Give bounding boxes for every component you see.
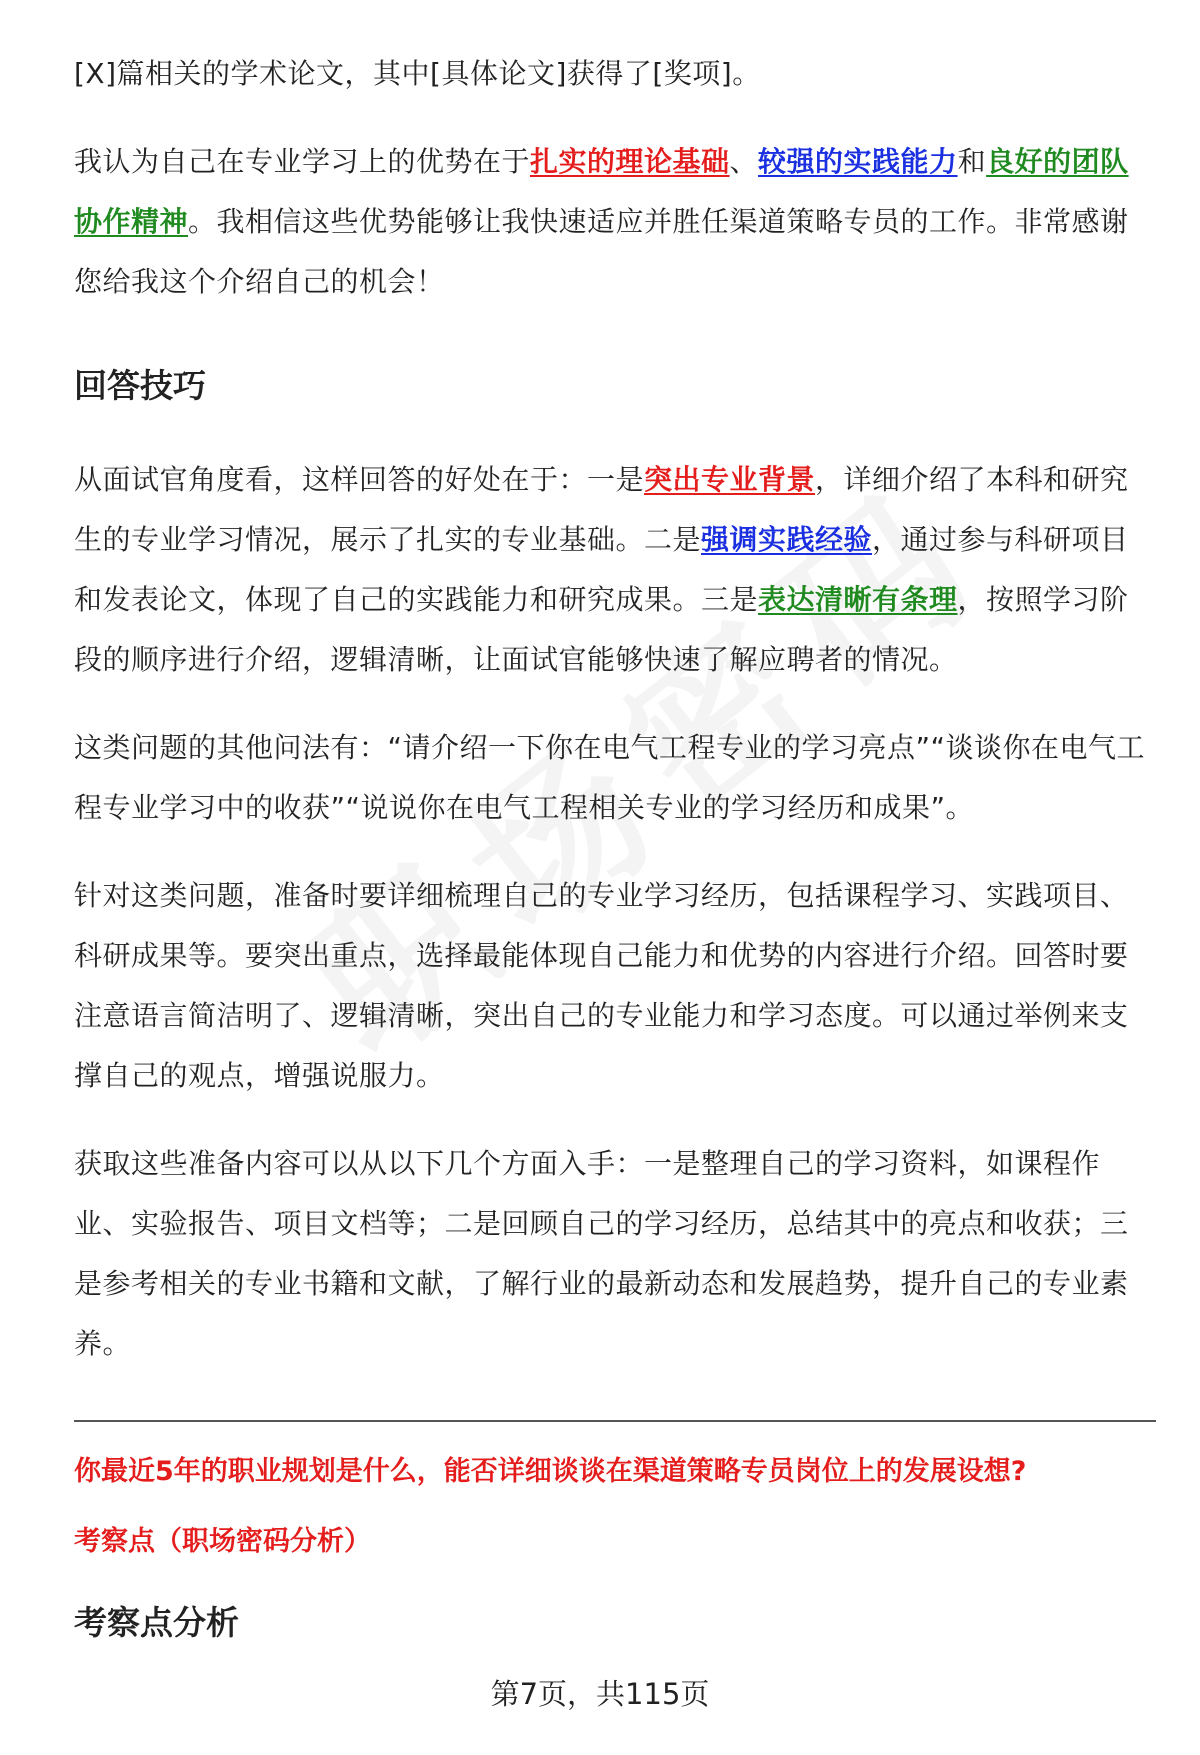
page-number: 第7页，共115页 bbox=[490, 1677, 710, 1711]
strengths-closing: 。我相信这些优势能够让我快速适应并胜任渠道策略专员的工作。非常感谢您给我这个介绍自己的机会！ bbox=[74, 205, 1129, 298]
document-page bbox=[74, 44, 1154, 1648]
paragraph-sources: 获取这些准备内容可以从以下几个方面入手：一是整理自己的学习资料，如课程作业、实验报告、项目文档等；二是回顾自己的学习经历，总结其中的亮点和收获；三是参考相关的专业书籍和文献，了解行业的最新动态和发展趋势，提升自己的专业素养。 bbox=[74, 1147, 1129, 1360]
separator-text: 和 bbox=[957, 145, 987, 178]
paragraph-papers: [X]篇相关的学术论文，其中[具体论文]获得了[奖项]。 bbox=[74, 57, 761, 90]
next-question: 你最近5年的职业规划是什么，能否详细谈谈在渠道策略专员岗位上的发展设想? bbox=[74, 1456, 1027, 1487]
highlight-practice-experience: 强调实践经验 bbox=[701, 523, 873, 556]
tips-closing: ，按照学习阶段的顺序进行介绍，逻辑清晰，让面试官能够快速了解应聘者的情况。 bbox=[74, 583, 1129, 676]
separator-text: 、 bbox=[729, 145, 759, 178]
highlight-practice-ability: 较强的实践能力 bbox=[758, 145, 958, 178]
highlight-professional-background: 突出专业背景 bbox=[644, 463, 816, 496]
tips-text: ，通过参与科研项目和发表论文，体现了自己的实践能力和研究成果。三是 bbox=[74, 523, 1129, 616]
strengths-intro: 我认为自己在专业学习上的优势在于 bbox=[74, 145, 531, 178]
highlight-teamwork: 良好的团队协作精神 bbox=[74, 145, 1129, 238]
section-divider bbox=[74, 1420, 1156, 1422]
paragraph-other-questions: 这类问题的其他问法有：“请介绍一下你在电气工程专业的学习亮点”“谈谈你在电气工程专业学习中的收获”“说说你在电气工程相关专业的学习经历和成果”。 bbox=[74, 731, 1146, 824]
paragraph-strengths bbox=[74, 132, 1154, 312]
section-title-answer-tips: 回答技巧 bbox=[74, 366, 206, 405]
paragraph-preparation: 针对这类问题，准备时要详细梳理自己的专业学习经历，包括课程学习、实践项目、科研成果等。要突出重点，选择最能体现自己能力和优势的内容进行介绍。回答时要注意语言简洁明了、逻辑清晰，突出自己的专业能力和学习态度。可以通过举例来支撑自己的观点，增强说服力。 bbox=[74, 879, 1129, 1092]
highlight-clear-expression: 表达清晰有条理 bbox=[758, 583, 958, 616]
analysis-title: 考察点分析 bbox=[74, 1603, 239, 1642]
tips-text: ，详细介绍了本科和研究生的专业学习情况，展示了扎实的专业基础。二是 bbox=[74, 463, 1129, 556]
tips-intro: 从面试官角度看，这样回答的好处在于：一是 bbox=[74, 463, 645, 496]
highlight-theory-foundation: 扎实的理论基础 bbox=[530, 145, 730, 178]
paragraph-tips-benefits bbox=[74, 450, 1154, 690]
question-subtitle: 考察点（职场密码分析） bbox=[74, 1526, 371, 1557]
